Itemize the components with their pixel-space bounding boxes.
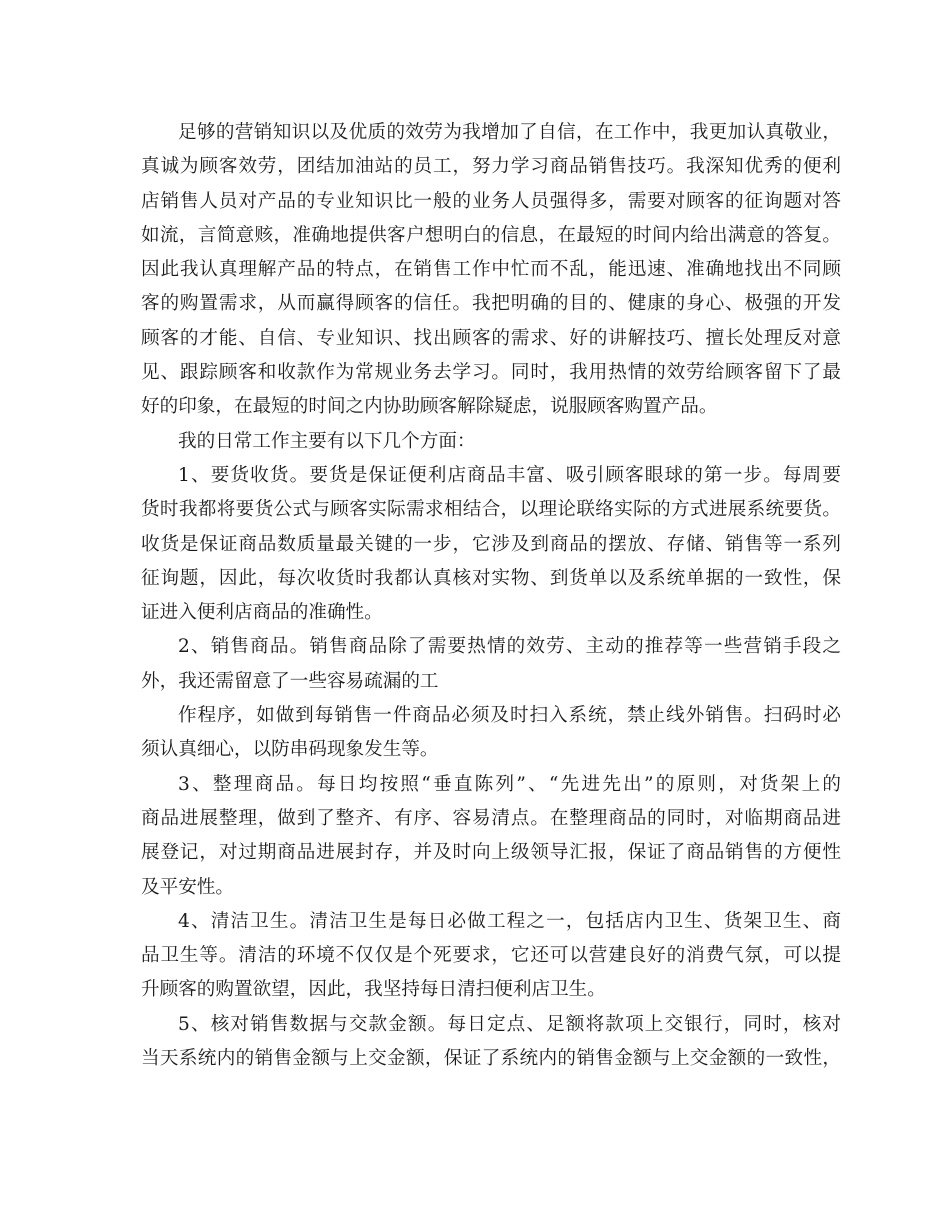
text-line: 如流，言简意赅，准确地提供客户想明白的信息，在最短的时间内给出满意的答复。 bbox=[141, 224, 841, 246]
text-line: 足够的营销知识以及优质的效劳为我增加了自信，在工作中，我更加认真敬业， bbox=[178, 122, 841, 143]
text-line: 及平安性。 bbox=[141, 876, 234, 898]
text-line: 品卫生等。清洁的环境不仅仅是个死要求，它还可以营建良好的消费气氛，可以提 bbox=[141, 945, 841, 967]
text-line: 升顾客的购置欲望，因此，我坚持每日清扫便利店卫生。 bbox=[141, 979, 606, 1001]
text-line: 见、跟踪顾客和收款作为常规业务去学习。同时，我用热情的效劳给顾客留下了最 bbox=[141, 362, 841, 384]
text-line: 客的购置需求，从而赢得顾客的信任。我把明确的目的、健康的身心、极强的开发 bbox=[141, 293, 841, 315]
document-body bbox=[141, 116, 841, 1076]
text-line: 商品进展整理，做到了整齐、有序、容易清点。在整理商品的同时，对临期商品进 bbox=[141, 807, 841, 829]
text-line: 好的印象，在最短的时间之内协助顾客解除疑虑，说服顾客购置产品。 bbox=[141, 396, 718, 418]
text-line: 当天系统内的销售金额与上交金额，保证了系统内的销售金额与上交金额的一致性， bbox=[141, 1048, 841, 1070]
text-line: 店销售人员对产品的专业知识比一般的业务人员强得多，需要对顾客的征询题对答 bbox=[141, 190, 841, 212]
text-line: 真诚为顾客效劳，团结加油站的员工，努力学习商品销售技巧。我深知优秀的便利 bbox=[141, 156, 841, 178]
text-line: 因此我认真理解产品的特点，在销售工作中忙而不乱，能迅速、准确地找出不同顾 bbox=[141, 259, 841, 281]
text-line: 2、销售商品。销售商品除了需要热情的效劳、主动的推荐等一些营销手段之 bbox=[178, 636, 841, 658]
text-line: 1、要货收货。要货是保证便利店商品丰富、吸引顾客眼球的第一步。每周要 bbox=[178, 464, 841, 486]
text-line: 3、整理商品。每日均按照“垂直陈列”、“先进先出”的原则，对货架上的 bbox=[178, 773, 841, 795]
text-line: 外，我还需留意了一些容易疏漏的工 bbox=[141, 670, 439, 692]
text-line: 顾客的才能、自信、专业知识、找出顾客的需求、好的讲解技巧、擅长处理反对意 bbox=[141, 327, 841, 349]
text-line: 展登记，对过期商品进展封存，并及时向上级领导汇报，保证了商品销售的方便性 bbox=[141, 842, 841, 864]
text-line: 收货是保证商品数质量最关键的一步，它涉及到商品的摆放、存储、销售等一系列 bbox=[141, 533, 841, 555]
text-line: 我的日常工作主要有以下几个方面： bbox=[178, 430, 476, 452]
text-line: 须认真细心，以防串码现象发生等。 bbox=[141, 739, 439, 761]
text-line: 货时我都将要货公式与顾客实际需求相结合，以理论联络实际的方式进展系统要货。 bbox=[141, 499, 841, 521]
text-line: 作程序，如做到每销售一件商品必须及时扫入系统，禁止线外销售。扫码时必 bbox=[178, 705, 841, 727]
text-line: 征询题，因此，每次收货时我都认真核对实物、到货单以及系统单据的一致性，保 bbox=[141, 567, 841, 589]
text-line: 5、核对销售数据与交款金额。每日定点、足额将款项上交银行，同时，核对 bbox=[178, 1013, 841, 1035]
text-line: 证进入便利店商品的准确性。 bbox=[141, 602, 383, 624]
text-line: 4、清洁卫生。清洁卫生是每日必做工程之一，包括店内卫生、货架卫生、商 bbox=[178, 910, 841, 932]
